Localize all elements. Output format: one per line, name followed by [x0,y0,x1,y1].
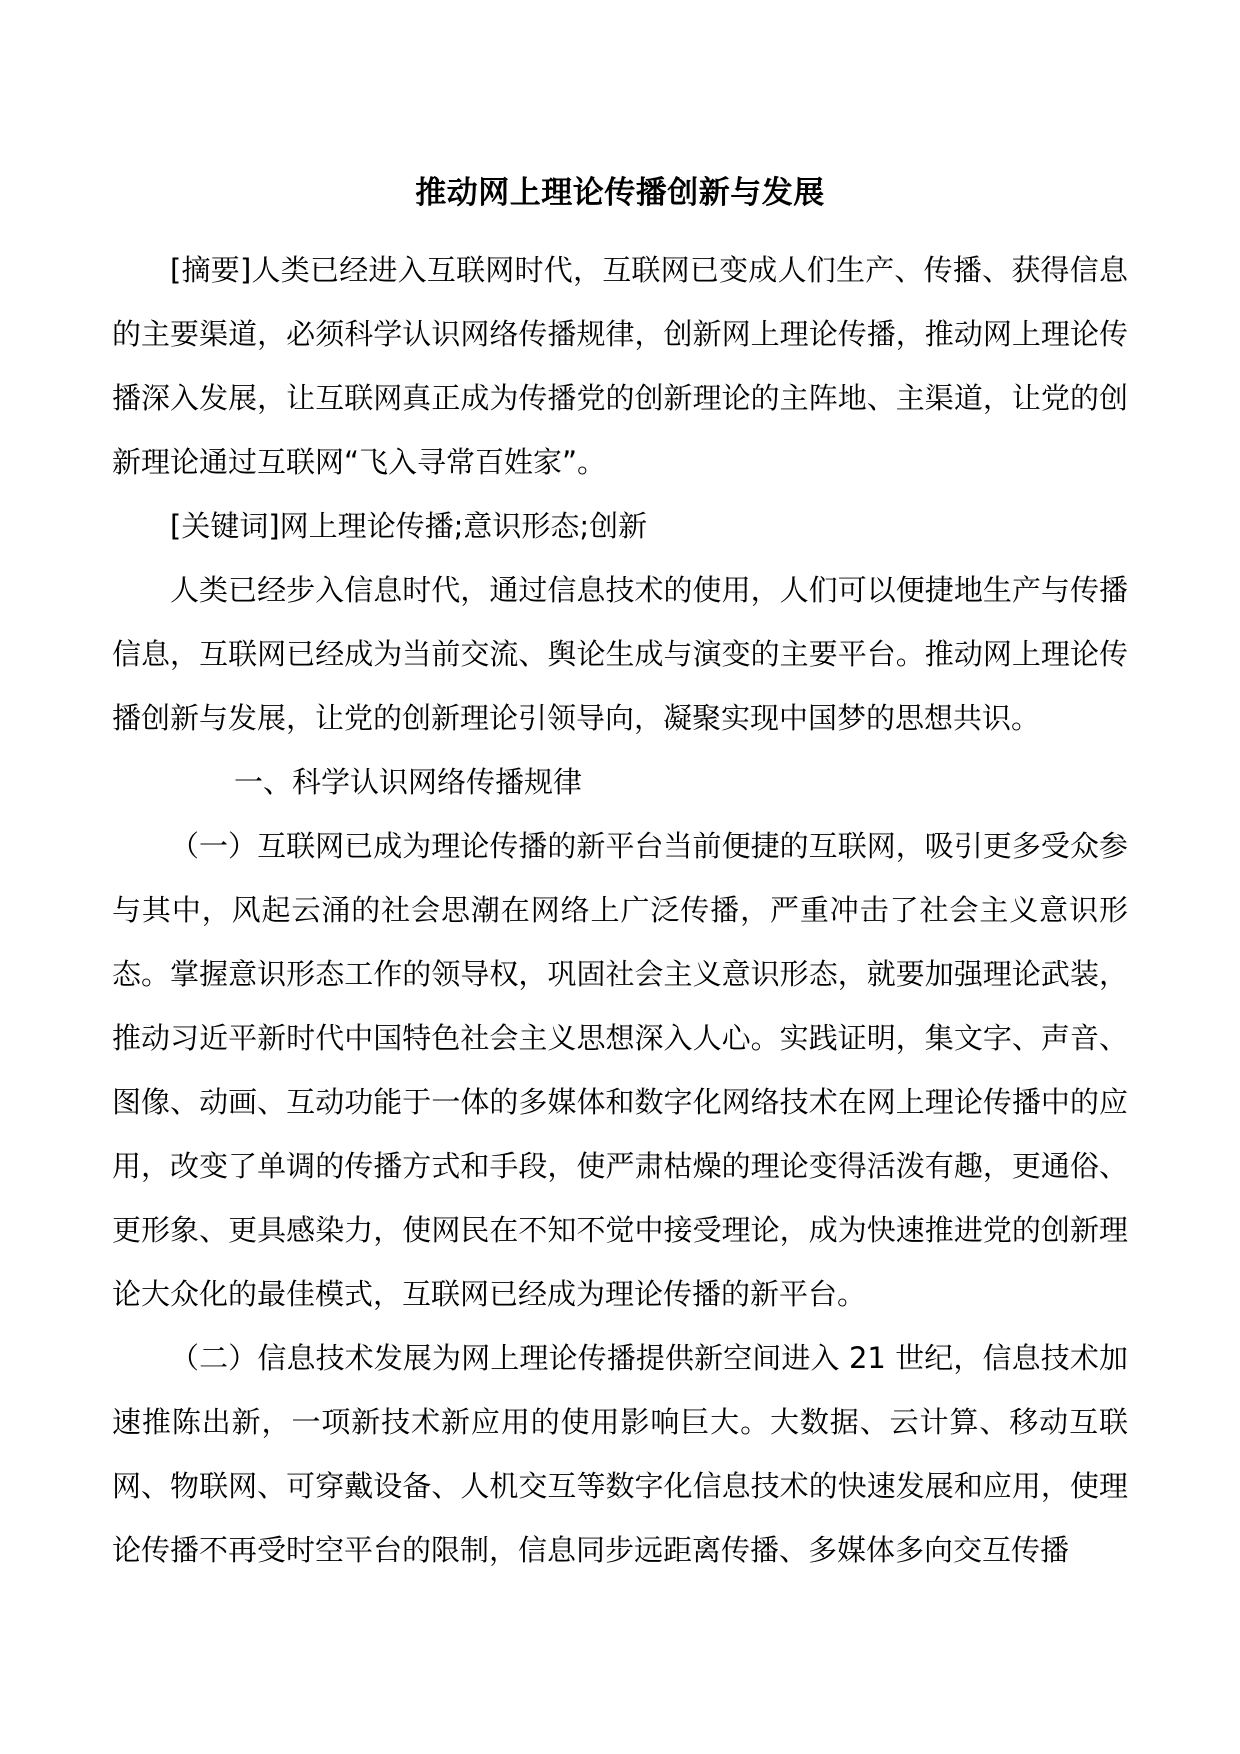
keywords-paragraph: [关键词]网上理论传播;意识形态;创新 [170,509,648,543]
section-heading: 一、科学认识网络传播规律 [234,765,583,799]
document-title: 推动网上理论传播创新与发展 [415,175,825,211]
abstract-paragraph: [摘要]人类已经进入互联网时代，互联网已变成人们生产、传播、获得信息的主要渠道，必须科学认识网络传播规律，创新网上理论传播，推动网上理论传播深入发展，让互联网真正成为传播党的创新理论的主阵地、主渠道，让党的创新理论通过互联网“飞入寻常百姓家”。 [112,253,1128,479]
section-paragraph-1: （一）互联网已成为理论传播的新平台当前便捷的互联网，吸引更多受众参与其中，风起云涌的社会思潮在网络上广泛传播，严重冲击了社会主义意识形态。掌握意识形态工作的领导权，巩固社会主义意识形态，就要加强理论武装，推动习近平新时代中国特色社会主义思想深入人心。实践证明，集文字、声音、图像、动画、互动功能于一体的多媒体和数字化网络技术在网上理论传播中的应用，改变了单调的传播方式和手段，使严肃枯燥的理论变得活泼有趣，更通俗、更形象、更具感染力，使网民在不知不觉中接受理论，成为快速推进党的创新理论大众化的最佳模式，互联网已经成为理论传播的新平台。 [112,829,1128,1311]
section-paragraph-2: （二）信息技术发展为网上理论传播提供新空间进入 21 世纪，信息技术加速推陈出新，一项新技术新应用的使用影响巨大。大数据、云计算、移动互联网、物联网、可穿戴设备、人机交互等数字化信息技术的快速发展和应用，使理论传播不再受时空平台的限制，信息同步远距离传播、多媒体多向交互传播 [112,1341,1128,1567]
document-body [112,238,1128,1582]
intro-paragraph: 人类已经步入信息时代，通过信息技术的使用，人们可以便捷地生产与传播信息，互联网已经成为当前交流、舆论生成与演变的主要平台。推动网上理论传播创新与发展，让党的创新理论引领导向，凝聚实现中国梦的思想共识。 [112,573,1128,735]
